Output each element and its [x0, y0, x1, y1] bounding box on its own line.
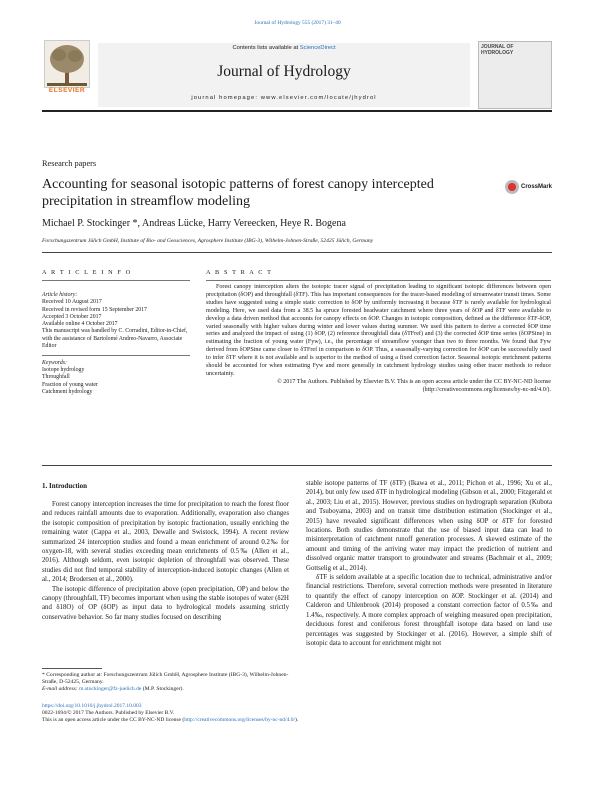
publisher-name: ELSEVIER [48, 87, 86, 94]
email-line: E-mail address: m.stockinger@fz-juelich.de (M.P. Stockinger). [42, 686, 184, 693]
bottom-info [42, 703, 552, 725]
body-column-left [42, 500, 289, 622]
body-column-right [306, 479, 552, 648]
issn-line: 0022-1694/© 2017 The Authors. Published by Elsevier B.V. [42, 710, 175, 717]
paragraph: The isotopic difference of precipitation above (open precipitation, OP) and below the canopy (throughfall, TF) becomes important when using the stable isotopes of water (δ2H and δ18O) of OP (δOP) as input data to hydrological models assuming strictly conservative behavior. So far many studies focused on describing [42, 585, 289, 621]
doi-link[interactable]: https://doi.org/10.1016/j.jhydrol.2017.10.003 [42, 703, 142, 709]
license-link[interactable]: http://creativecommons.org/licenses/by-nc-nd/4.0/ [184, 717, 295, 724]
contents-line: Contents lists available at ScienceDirect [232, 45, 336, 51]
header-rule [42, 252, 552, 253]
license-line: This is an open access article under the CC BY-NC-ND license (http://creativecommons.org/licenses/by-nc-nd/4.0/). [42, 717, 299, 724]
abstract-copyright: © 2017 The Authors. Published by Elsevier B.V. This is an open access article under the CC BY-NC-ND license (http://creativecommons.org/licenses/by-nc-nd/4.0/). [277, 378, 551, 393]
keyword: Throughfall [42, 374, 70, 381]
paragraph: δTF is seldom available at a specific location due to technical, administrative and/or financial restrictions. Therefore, several correction methods were presented in literature to quantify the effect of canopy interception on δOP. Stockinger et al. (2014) and Calderon and Uhlenbrook (2014) proposed a constant correction factor of 0.5‰ and 1.4‰, respectively. A more complex approach of weighing measured open precipitation, deciduous forest and coniferous forest throughfall isotope data based on land use percentages was suggested by Stockinger et al. (2016). However, a simple shift of isotopic data to account for enrichment might not [306, 574, 552, 647]
elsevier-tree-logo [44, 40, 90, 88]
keyword: Fraction of young water [42, 381, 98, 388]
history-item: Accepted 3 October 2017 [42, 313, 102, 320]
paragraph: stable isotope patterns of TF (δTF) (Ikawa et al., 2011; Pichon et al., 1996; Xu et al., 2014), but only few used δTF in hydrological modeling (Gibson et al., 2000; Fitzgerald et al., 2003; Liu et al., 2015). However, previous studies on hydrograph separation (Kubota and Tsuboyama, 2003) and on transit time distribution estimation (Stockinger et al., 2015) have revealed significant differences when using δOP or δTF for forested locations. Both studies demonstrate that the use of biased input data can lead to misinterpretation of catchment runoff generation processes. A skewed estimate of the amount and timing of the arriving water may impact the prediction of nutrient and dissolved organic matter transport to groundwater and streams (Bachmair et al., 2009; Gottselig et al., 2014). [306, 480, 552, 572]
running-header[interactable]: Journal of Hydrology 555 (2017) 31–40 [254, 20, 341, 26]
footnote-rule [42, 668, 102, 669]
abstract-rule [206, 280, 551, 281]
history-item: Received in revised form 15 September 2017 [42, 306, 147, 313]
article-info [42, 292, 190, 396]
abstract [206, 284, 551, 395]
keywords-rule [42, 355, 190, 356]
keyword: Isotope hydrology [42, 367, 85, 374]
crossmark-icon [505, 180, 519, 194]
corresponding-author-note: * Corresponding author at: Forschungszentrum Jülich GmbH, Agrosphere Institute (IBG-3), Wilhelm-Johnen-Straße, D-52425, Germany. [42, 672, 289, 686]
history-item: Available online 4 October 2017 [42, 321, 118, 328]
footnote [42, 672, 289, 694]
paper-title: Accounting for seasonal isotopic patterns of forest canopy intercepted precipitation in streamflow modeling [42, 177, 434, 209]
crossmark-button[interactable]: CrossMark [505, 178, 553, 194]
article-info-heading: A R T I C L E I N F O [42, 269, 132, 276]
section-tag: Research papers [42, 159, 97, 168]
history-item: Received 10 August 2017 [42, 299, 102, 306]
abstract-heading: A B S T R A C T [206, 269, 273, 276]
keywords-label: Keywords: [42, 359, 67, 366]
body-rule [42, 465, 552, 466]
email-link[interactable]: m.stockinger@fz-juelich.de [79, 686, 142, 693]
history-item: This manuscript was handled by C. Corradini, Editor-in-Chief, with the assistance of Bartolomé Andreo-Navarro, Associate Editor [42, 328, 188, 350]
abstract-text: Forest canopy interception alters the isotopic tracer signal of precipitation leading to significant isotopic differences between open precipitation (δOP) and throughfall (δTF). This has important consequences for the tracer-based modeling of streamwater transit times. Some studies have suggested using a simple static correction to δOP by uniformly increasing it because δTF is rarely available for hydrological modeling. Here, we used data from a 38.5 ha spruce forested headwater catchment where three years of δOP and δTF were available to develop a data driven method that accounts for canopy effects on δOP. Changes in isotopic composition, defined as the difference δTF-δOP, varied seasonally with higher values during winter and lower values during summer. We used this pattern to derive a corrected δOP time series and analyzed the impact of using (1) δOP, (2) reference throughfall data (δTFref) and (3) the corrected δOP time series (δOPSine) in estimating the fraction of young water (Fyw), i.e., the percentage of streamflow younger than two to three months. We found that Fyw derived from δOPSine came closer to δTFref in comparison to δOP. Thus, a seasonally-varying correction for δOP can be successfully used to infer δTF where it is not available and is superior to the method of using a fixed correction factor. Seasonal isotopic enrichment patterns should be accounted for when estimating Fyw and more generally in catchment hydrology studies using other tracer methods to reduce uncertainty. [206, 284, 551, 377]
article-info-rule [42, 280, 190, 281]
masthead-rule [42, 110, 552, 112]
affiliation: Forschungszentrum Jülich GmbH, Institute of Bio- and Geosciences, Agrosphere Institute (IBG-3), Wilhelm-Johnen-Straße, 52425 Jülich, Germany [42, 238, 374, 244]
authors: Michael P. Stockinger *, Andreas Lücke, Harry Vereecken, Heye R. Bogena [42, 218, 346, 229]
journal-homepage[interactable]: journal homepage: www.elsevier.com/locate/jhydrol [191, 95, 377, 101]
history-label: Article history: [42, 292, 78, 298]
paragraph: Forest canopy interception increases the time for precipitation to reach the forest floor and reduces rainfall amounts due to evaporation. Additionally, evaporation also changes the isotopic composition of precipitation by isotopic fractionation, usually enriching the remaining water (Cappa et al., 2003, Dewalle and Swistock, 1994). A recent review summarized 24 interception studies and found a mean enrichment of around 0.2‰ for oxygen-18, with several studies exceeding mean enrichments of 0.5‰ (Allen et al., 2016). Although seldom, even isotopic depletion of throughfall was observed. These studies did not find temporal stability of interception-induced isotopic changes (Allen et al., 2014; Brodersen et al., 2000). [42, 501, 289, 584]
cover-title: JOURNAL OF HYDROLOGY [481, 44, 514, 56]
keyword: Catchment hydrology [42, 389, 93, 396]
journal-title: Journal of Hydrology [217, 63, 351, 80]
sciencedirect-link[interactable]: ScienceDirect [299, 45, 336, 51]
section-heading-introduction: 1. Introduction [42, 482, 87, 490]
